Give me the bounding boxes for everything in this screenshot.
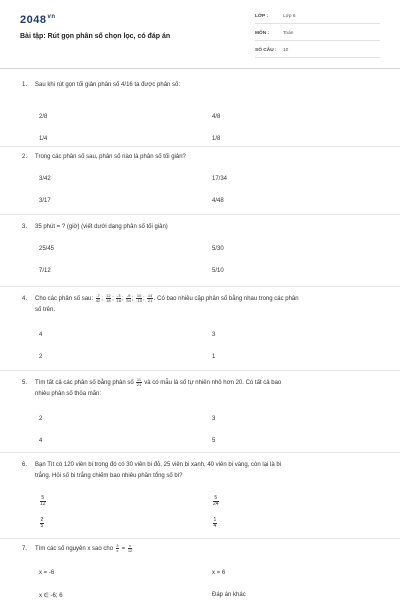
question-text-before: Cho các phân số sau: (35, 296, 94, 303)
option-d[interactable]: 4/48 (212, 198, 224, 204)
option-b[interactable]: 5/30 (212, 246, 224, 252)
question-number: 5. (22, 380, 28, 386)
meta-key: MÔN : (255, 31, 270, 36)
option-d[interactable]: 5/10 (212, 268, 224, 274)
fraction: $\frac{5}{24}$ (213, 495, 219, 507)
fraction: $\frac{5}{12}$ (40, 495, 46, 507)
fraction: $\frac{2}{5}$ (40, 517, 44, 529)
option-a[interactable] (39, 496, 47, 507)
option-a[interactable]: 2/8 (39, 114, 48, 120)
question-number: 2. (22, 154, 28, 160)
question-body: Cho các phân số sau: $\frac{-7}{42}$ ; $\frac{12}{18}$ ; $\frac{-3}{18}$ ; $\frac{-9}{54}$ ; $\frac{10}{-15}$ ; $\frac{14}{21}$ . Có bao nhiêu cặp phân số bằng nhau trong các phân số trên. (35, 293, 299, 314)
option-c[interactable]: 2 (39, 354, 43, 360)
meta-row-grade (255, 10, 380, 24)
question-number: 1. (22, 82, 28, 88)
meta-row-count (255, 44, 380, 58)
meta-key: SỐ CÂU : (255, 48, 277, 53)
option-a[interactable]: 2 (39, 416, 43, 422)
meta-info (255, 10, 380, 61)
question-number: 6. (22, 462, 28, 468)
option-a[interactable]: x = -6 (39, 570, 55, 576)
logo[interactable] (20, 14, 56, 26)
option-b[interactable]: 3 (212, 416, 216, 422)
page-title: Bài tập: Rút gọn phân số chọn lọc, có đáp án (20, 33, 171, 40)
divider (0, 370, 400, 371)
meta-value: 10 (283, 48, 289, 53)
divider (0, 286, 400, 287)
meta-key: LỚP : (255, 14, 269, 19)
logo-suffix: vn (47, 14, 56, 20)
option-b[interactable]: 4/8 (212, 114, 221, 120)
option-b[interactable]: 17/34 (212, 176, 228, 182)
fraction: $\frac{x}{12}$ (127, 543, 133, 553)
fraction: $\frac{-9}{54}$ (126, 293, 131, 303)
question-text-line1: Bạn Tít có 120 viên bi trong đó có 30 viên bi đỏ, 25 viên bi xanh, 40 viên bi vàng, còn lại là bi (35, 462, 282, 468)
question-body: Sau khi rút gọn tối giản phân số 4/16 ta được phân số: (35, 82, 181, 88)
question-text-line2: nhiêu phân số thỏa mãn: (35, 391, 102, 398)
logo-number: 2048 (20, 14, 47, 26)
option-b[interactable] (212, 496, 220, 507)
question-text-after: . Có bao nhiêu cặp phân số bằng nhau trong các phân (153, 296, 299, 303)
option-d[interactable]: Đáp án khác (212, 592, 246, 598)
option-c[interactable]: 7/12 (39, 268, 51, 274)
meta-value: Toán (283, 31, 294, 36)
option-a[interactable]: 25/45 (39, 246, 55, 252)
question-body (35, 544, 371, 555)
fraction: $\frac{11}{21}$ (136, 377, 142, 387)
option-d[interactable]: 5 (212, 438, 216, 444)
fraction: $\frac{-3}{18}$ (116, 293, 121, 303)
divider (0, 452, 400, 453)
option-d[interactable]: 1/8 (212, 136, 221, 142)
fraction: $\frac{12}{18}$ (106, 293, 111, 303)
question-text-after: và có mẫu là số tự nhiên nhỏ hơn 20. Có tất cả bao (144, 380, 282, 387)
option-a[interactable]: 4 (39, 332, 43, 338)
question-body (35, 378, 371, 400)
question-body (35, 460, 371, 482)
option-c[interactable]: 4 (39, 438, 43, 444)
question-number: 4. (22, 296, 28, 302)
fraction: $\frac{-7}{42}$ (95, 293, 101, 303)
question-number: 7. (22, 546, 28, 552)
question-body: Trong các phân số sau, phân số nào là phân số tối giản? (35, 154, 186, 160)
fraction: $\frac{14}{21}$ (147, 293, 153, 303)
option-b[interactable]: x = 6 (212, 570, 226, 576)
fraction: $\frac{3}{x}$ (116, 543, 119, 553)
question-text-before: Tìm các số nguyên x sao cho (35, 546, 114, 553)
question-text-line2: trắng. Hỏi số bi trắng chiếm bao nhiêu phần tổng số bi? (35, 473, 183, 479)
option-a[interactable]: 3/42 (39, 176, 51, 182)
question-text-before: Tìm tất cả các phân số bằng phân số (35, 380, 134, 387)
divider (0, 538, 400, 539)
option-c[interactable] (39, 518, 45, 529)
option-b[interactable]: 3 (212, 332, 216, 338)
option-d[interactable]: 1 (212, 354, 216, 360)
divider (0, 146, 400, 147)
question-number: 3. (22, 224, 28, 230)
meta-value: Lớp 6 (283, 14, 296, 19)
equals-sign: = (121, 546, 126, 553)
option-c[interactable]: 1/4 (39, 136, 48, 142)
fraction: $\frac{10}{-15}$ (136, 293, 143, 303)
option-c[interactable]: x ∈ -6; 6 (39, 593, 63, 599)
fraction: $\frac{1}{4}$ (213, 517, 217, 529)
option-d[interactable] (212, 518, 218, 529)
question-text-line2: số trên. (35, 307, 56, 314)
question-body: 35 phút = ? (giờ) (viết dưới dạng phân số tối giản) (35, 224, 168, 230)
option-c[interactable]: 3/17 (39, 198, 51, 204)
divider (0, 214, 400, 215)
header (0, 0, 400, 69)
meta-row-subject (255, 27, 380, 41)
